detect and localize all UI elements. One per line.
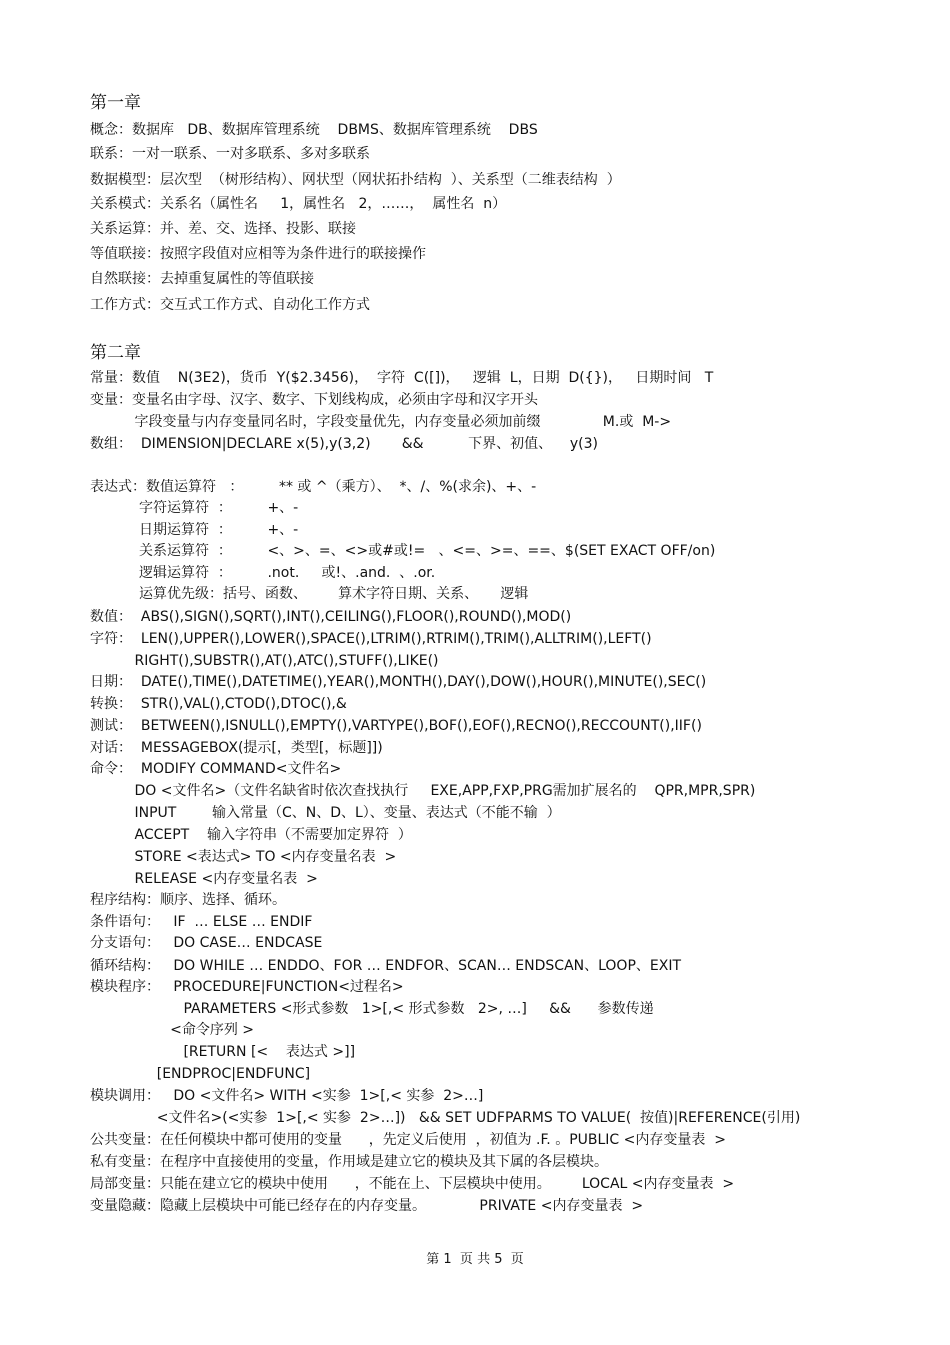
- ch1-line: 关系运算：并、差、交、选择、投影、联接: [90, 221, 356, 237]
- chapter-1-title: 第一章: [90, 93, 141, 113]
- ch2-line: 私有变量：在程序中直接使用的变量，作用域是建立它的模块及其下属的各层模块。: [90, 1154, 608, 1170]
- ch2-line: 对话： MESSAGEBOX(提示[，类型[，标题]]): [90, 740, 383, 756]
- ch1-line: 关系模式：关系名（属性名 1，属性名 2，……， 属性名 n）: [90, 196, 507, 212]
- ch2-line: 数值： ABS(),SIGN(),SQRT(),INT(),CEILING(),FLOOR(),ROUND(),MOD(): [90, 609, 572, 625]
- ch2-line: 关系运算符 ： <、>、=、<>或#或!= 、<=、>=、==、$(SET EXACT OFF/on): [90, 543, 716, 559]
- ch2-line: [ENDPROC|ENDFUNC]: [90, 1066, 311, 1082]
- ch2-line: 命令： MODIFY COMMAND<文件名>: [90, 761, 342, 777]
- chapter-2-title: 第二章: [90, 343, 141, 363]
- ch2-line: 公共变量：在任何模块中都可使用的变量 ，先定义后使用 ，初值为 .F. 。PUBLIC <内存变量表 >: [90, 1132, 727, 1148]
- ch2-line: 字符运算符 ： +、-: [90, 500, 299, 516]
- ch2-line: 字段变量与内存变量同名时，字段变量优先，内存变量必须加前缀 M.或 M->: [90, 414, 672, 430]
- ch2-line: 表达式：数值运算符 ： ** 或 ^（乘方）、 *、/、%(求余)、+、-: [90, 479, 537, 495]
- ch1-line: 概念：数据库 DB、数据库管理系统 DBMS、数据库管理系统 DBS: [90, 122, 538, 138]
- ch2-line: STORE <表达式> TO <内存变量名表 >: [90, 849, 397, 865]
- ch2-line: ACCEPT 输入字符串（不需要加定界符 ）: [90, 827, 412, 843]
- ch2-line: <文件名>(<实参 1>[,< 实参 2>…]) && SET UDFPARMS TO VALUE( 按值)|REFERENCE(引用): [90, 1110, 801, 1126]
- ch2-line: DO <文件名>（文件名缺省时依次查找执行 EXE,APP,FXP,PRG需加扩展名的 QPR,MPR,SPR): [90, 783, 756, 799]
- ch1-line: 数据模型：层次型 （树形结构）、网状型（网状拓扑结构 ）、关系型（二维表结构 ）: [90, 172, 621, 188]
- ch2-line: 局部变量：只能在建立它的模块中使用 ，不能在上、下层模块中使用。 LOCAL <内存变量表 >: [90, 1176, 735, 1192]
- page-footer: 第 1 页 共 5 页: [426, 1252, 524, 1267]
- ch2-line: <命令序列 >: [90, 1022, 255, 1038]
- ch2-line: 数组： DIMENSION|DECLARE x(5),y(3,2) && 下界、初值、 y(3): [90, 436, 598, 452]
- ch2-line: 变量隐藏：隐藏上层模块中可能已经存在的内存变量。 PRIVATE <内存变量表 >: [90, 1198, 644, 1214]
- ch2-line: 模块调用： DO <文件名> WITH <实参 1>[,< 实参 2>…]: [90, 1088, 484, 1104]
- ch2-line: 分支语句： DO CASE… ENDCASE: [90, 935, 323, 951]
- ch2-line: 日期： DATE(),TIME(),DATETIME(),YEAR(),MONTH(),DAY(),DOW(),HOUR(),MINUTE(),SEC(): [90, 674, 707, 690]
- ch2-line: RELEASE <内存变量名表 >: [90, 871, 318, 887]
- ch2-line: [RETURN [< 表达式 >]]: [90, 1044, 356, 1060]
- ch2-line: 条件语句： IF … ELSE … ENDIF: [90, 914, 313, 930]
- ch1-line: 自然联接：去掉重复属性的等值联接: [90, 271, 314, 287]
- ch2-line: 程序结构：顺序、选择、循环。: [90, 892, 286, 908]
- ch2-line: 逻辑运算符 ： .not. 或!、.and. 、.or.: [90, 565, 436, 581]
- ch2-line: PARAMETERS <形式参数 1>[,< 形式参数 2>, …] && 参数传递: [90, 1001, 654, 1017]
- ch1-line: 等值联接：按照字段值对应相等为条件进行的联接操作: [90, 246, 426, 262]
- ch2-line: 测试： BETWEEN(),ISNULL(),EMPTY(),VARTYPE(),BOF(),EOF(),RECNO(),RECCOUNT(),IIF(): [90, 718, 702, 734]
- ch2-line: 转换： STR(),VAL(),CTOD(),DTOC(),&: [90, 696, 347, 712]
- ch2-line: 模块程序： PROCEDURE|FUNCTION<过程名>: [90, 979, 404, 995]
- ch2-line: 循环结构： DO WHILE … ENDDO、FOR … ENDFOR、SCAN… ENDSCAN、LOOP、EXIT: [90, 958, 682, 974]
- ch1-line: 联系：一对一联系、一对多联系、多对多联系: [90, 146, 370, 162]
- ch1-line: 工作方式：交互式工作方式、自动化工作方式: [90, 297, 370, 313]
- ch2-line: RIGHT(),SUBSTR(),AT(),ATC(),STUFF(),LIKE(): [90, 653, 439, 669]
- ch2-line: INPUT 输入常量（C、N、D、L）、变量、表达式（不能不输 ）: [90, 805, 561, 821]
- ch2-line: 日期运算符 ： +、-: [90, 522, 299, 538]
- ch2-line: 运算优先级：括号、函数、 算术字符日期、关系、 逻辑: [90, 586, 529, 602]
- ch2-line: 常量：数值 N(3E2)，货币 Y($2.3456)， 字符 C([])， 逻辑 L，日期 D({})， 日期时间 T: [90, 370, 714, 386]
- ch2-line: 变量：变量名由字母、汉字、数字、下划线构成，必须由字母和汉字开头: [90, 392, 538, 408]
- ch2-line: 字符： LEN(),UPPER(),LOWER(),SPACE(),LTRIM(),RTRIM(),TRIM(),ALLTRIM(),LEFT(): [90, 631, 652, 647]
